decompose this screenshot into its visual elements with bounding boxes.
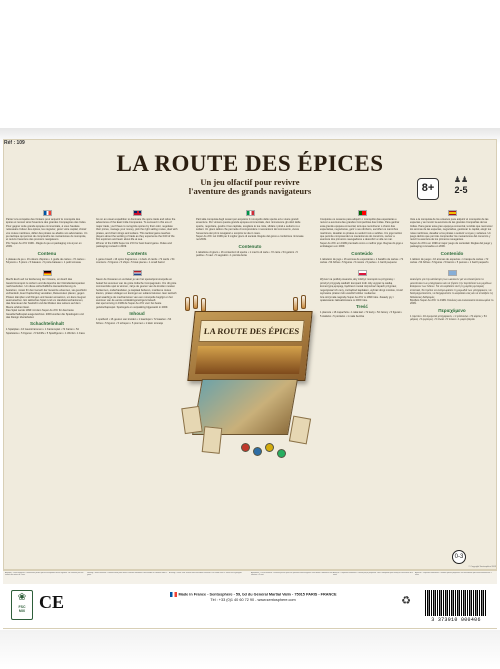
made-in-text: Made in France - Sentosphère - 59, bd du Général Martial Valin - 75015 PARIS - FRANCE (178, 592, 337, 597)
flag-pl-icon (358, 270, 367, 276)
award-note: Βραβείο Super As d'Or το 1999. Κανόνες και συσκευασία ανανεωμένα το 2009. (410, 298, 494, 306)
spice-vial (293, 297, 298, 311)
token-chip (265, 443, 274, 452)
contents-heading: Schachtelinhalt (30, 321, 64, 327)
intro-text: Macht Euch auf zur Eroberung der Ozeane, um Euch das Gewürzmonopol zu sichern und die Epoche der Ostindienkompanien nachzuerleben. Um diese wirtschaftliche Herausforderung zu bestehen, müsst Ihr den Geruch der Gewürze erkennen, sie geschickt verhandeln, Euer Kapital klug verwalten, Reiserouten planen, gegen Piraten kämpfen und Klingen und Gesten einsetzen, um Eure Gegner auszustechen. Ein taktisches Spiel rund um Handelsmechanismen, das Abenteuer der Seefahrt und die Risiken des Lebens auf dem Meere erleben lässt. (6, 278, 87, 309)
intro-text: Wyrusz na podbój oceanów, aby zdobyć monopol na przyprawy i przeżyć przygodę wielkich kompanii Indii. Aby wygrać tę wielką komercyjną epopeję, będziesz musiał rozpoznać zapach przypraw, negocjować ich ceny, zarządzać kapitałem, wybrać drogi morskie, rzucić wyzwanie piratom lub uwodzić królów i sułtanów. (320, 278, 403, 296)
box-scene-image (195, 346, 302, 374)
intro-text: Parti alla conquista degli oceani per acquisire il monopolio delle spezie ed e vivere grandi avventure. Per vincere questa grande epopea commerciale, devi riconoscere gli odori delle spezie, negoziare, gestire il tuo capitale, scegliere le tue rotte, sfidare i pirati e sedurre re e sultani. Un gioco tattico che permette di comprendere i meccanismi del commercio, vivere l'avventura dei primi navigatori e scoprire la vita in mare. (196, 218, 301, 235)
age-badge: 8+ (417, 178, 439, 200)
contents-list: 1 plateau de jeu • 16 odeurs d'épices • 1 guide de cartes • 72 cartes • 54 jetons • 5 pions • 5 bateaux • 5 porte-bateaux • 1 petit tonneau (6, 257, 86, 265)
fsc-sub-label: MIX (18, 609, 26, 613)
contents-heading: Inhoud (129, 311, 145, 317)
award-note: Winner of the 1999 Super As d'Or for best board game. Rules and packaging revised in 2009. (96, 241, 172, 249)
contents-heading: Περιεχόμενο (438, 307, 466, 313)
game-box-image (187, 311, 312, 381)
contents-heading: Contenido (440, 250, 464, 256)
token-chip (241, 443, 250, 452)
copyright-text: © Copyright Sentosphère 2009 (468, 566, 496, 568)
contact-text: Tél : +33 (0)1 40 60 72 90 - www.sentosphere.com (210, 597, 296, 602)
warning-text: Attention ! Petits éléments. Contient des petites pièces susceptibles d'être ingérées. Ne convient pas aux enfants de moins de 3 ans. (5, 572, 84, 577)
award-note: Super As d'Or em 1999 premiado como o melhor jogo. Regras do jogo e embalagem em 2009. (320, 241, 404, 249)
players-icon: ♟♟ (453, 175, 469, 184)
contents-list: 1 Spielplan • 16 Gewürzaromen • 1 Kartenspiel • 72 Karten • 54 Spielsteine • 5 Figuren • 5 Schiffe • 5 Spielfiguren • 1 Würfel • 1 Fass (6, 328, 85, 335)
intro-text: Go on an ocean expedition to dominate the spice trade and relive the adventures of the East India Companies. To succeed in this era of major trade, you'll have to recognize spices by their odor, negotiate their prices, manage your money, pick the right sailing routes, duel with pirates, and charm kings and sultans. This tactical game teaches players about the working of trade as they experience the thrill of the first explorers and learn about life at sea. (96, 218, 178, 242)
warning-text: Achtung ! Kleine Teile. Enthält verschluckbare Kleinteile. Für Kinder unter 3 Jahren nicht geeignet. (169, 572, 243, 574)
warning-strip (3, 570, 497, 584)
award-note: Das Spiel wurde 1999 mit dem Super As d'Or für das beste Gesellschaftsspiel ausgezeichnet. 2009 wurden die Spielregeln und das Design überarbeitet. (6, 309, 84, 319)
text-column-en (96, 210, 178, 550)
card-image (202, 426, 223, 454)
contents-heading: Contents (127, 250, 147, 256)
token-chip (277, 449, 286, 458)
spice-vial (185, 297, 190, 311)
box-lid-title: LA ROUTE DES ÉPICES (198, 320, 304, 342)
text-column-pt (320, 210, 404, 550)
fsc-label: FSC (18, 605, 26, 609)
award-note: Super As d'Or nel 1999 per il miglior gioco di società. Regole del gioco e confezione rinnovate nel 2009. (196, 235, 304, 242)
flag-gr-icon (448, 270, 457, 276)
subtitle-line-1: Un jeu olfactif pour revivre (200, 177, 300, 187)
intro-text: Partez à la conquête des Océans pour acquérir le monopole des épices et revivez ainsi l'aventure des grandes Compagnies des Indes. Pour gagner cette grande épopée commerciale, à vous l'audace nécessaire l'odeur des épices, les négocier, gérer votre capital, choisir vos routes maritimes, défier des pirates ou abattre vos adversaires. Un jeu tactique qui permet de comprendre les mécanismes du monopole, et revivre l'aventure des premiers navigateurs. (6, 218, 88, 242)
fsc-logo (11, 590, 33, 620)
text-column-es (410, 210, 494, 546)
flag-gb-icon (133, 210, 142, 216)
warning-text: Atención ! Pequeños elementos. Contiene piezas pequeñas. No conveniente para niños menores de 3 años. (415, 572, 492, 577)
card-image (289, 416, 311, 445)
award-note: Gra otrzymała nagrodę Super As d'Or w 1999 roku. Zasady gry i opakowanie zaktualizowane w 2009 roku. (320, 295, 394, 302)
card-image (181, 406, 202, 434)
barcode-bars (425, 590, 487, 616)
award-note: Prix Super As d'Or 1999 - Règle du jeu et packaging mis à jour en 2009. (6, 241, 82, 249)
award-note: Super As d'Oro en 1999 al mejor juego de sociedad. Reglas del juego y packaging renovados en 2009. (410, 241, 493, 249)
flag-pt-icon (358, 210, 367, 216)
contents-list: 1 game board • 16 spice fragrances • 1 deck of cards • 72 cards • 54 counters • 5 figures • 5 ships • 5 boat pieces • 1 small barrel (96, 257, 175, 265)
warning-text: Warning ! Small elements. Contains small parts which could be swallowed. Not suitable for children under 3 years. (87, 572, 168, 577)
flag-de-icon (43, 270, 52, 276)
game-components-illustration (181, 257, 319, 472)
spice-vial (201, 298, 206, 312)
intro-text: Conquiste os oceanos para adquirir o monopólio das especiarias e reviver a aventura das grandes Companhias das Índias. Para ganhar esta grande epopeia comercial, terá que reconhecer o cheiro das especiarias, negociá-las, gerir o seu dinheiro, escolher os caminhos marítimos, desafiar os piratas ou seduzir reis e sultões. Um jogo táctico que permite compreender os mecanismos do comércio, reviver a aventura dos primeiros navegadores e descobrir a vida no mar. (320, 218, 403, 242)
flag-fr-icon (43, 210, 52, 216)
warning-text: Atenção ! Pequenos elementos. Contém peças pequenas. Não é adequado para crianças com menos de 3 anos. (333, 572, 414, 577)
contents-heading: Conteúdo (351, 250, 373, 256)
box-bottom-shadow (0, 630, 500, 669)
award-note: Het spel ontving in 1999 de Super As d'Or voor het beste gezelschapsspel. Spelregels en verpakking bijgewerkt in 2009. (96, 302, 169, 309)
footer-bar (3, 584, 497, 629)
contents-list: 1 tabellone di gioco • 16 contenitori di spezie • 1 mazzo di carte • 72 carte • 54 gettoni • 5 pedine • 5 navi • 5 segnalini • 1 piccola botte (196, 250, 298, 258)
intro-text: Ξεκινήστε για την κατάκτηση των ωκεανών για να αποκτήσετε το μονοπώλιο των μπαχαρικών και να ζήσετε την περιπέτεια των μεγάλων Εταιρειών των Ινδιών. Για να κερδίσετε αυτή τη μεγάλη εμπορική εποποιία, θα πρέπει να αναγνωρίσετε τη μυρωδιά των μπαχαρικών, να διαπραγματευτείτε, να διαχειριστείτε το κεφάλαιό σας και να επιλέξετε τις θαλάσσιες διαδρομές. (410, 278, 493, 299)
flag-es-icon (448, 210, 457, 216)
spice-vial (193, 295, 198, 309)
barcode-number: 3 373910 000406 (431, 617, 481, 623)
contents-list: 1 ταμπλό • 16 αρώματα μπαχαρικών • 1 τράπουλα • 72 κάρτες • 54 μάρκες • 5 φιγούρες • 5 πλοία • 5 πιόνια • 1 μικρό βαρέλι (410, 314, 487, 322)
text-column-fr (6, 210, 88, 550)
intro-text: Vete a la conquista de los océanos para adquirir el monopolio de las especias y así revivir la aventura de las grandes Compañías de las Indias. Para ganar esta gran epopeya comercial, tendrás que reconocer los aromas de las especias, negociarlas, gestionar tu capital, elegir tus rutas marítimas, desafiar a los piratas o seducir a reyes y sultanes. Un juego táctico que permite comprender los mecanismos del comercio y revivir la aventura de los primeros navegantes. (410, 218, 493, 242)
flag-fr-icon (170, 592, 177, 597)
reference-number: Réf : 109 (4, 140, 25, 146)
tree-icon: ❀ (17, 592, 27, 603)
flag-nl-icon (133, 270, 142, 276)
flag-it-icon (246, 210, 255, 216)
barcode (421, 588, 491, 624)
warning-text: Attenzione ! Piccoli elementi. Contiene piccole parti che possono essere ingerite. Non adatto a bambini di età inferiore a 3 anni. (251, 572, 333, 577)
spice-vial (301, 295, 306, 309)
recycle-icon: ♻ (401, 595, 411, 607)
contents-heading: Treść (355, 304, 368, 310)
contents-heading: Contenuto (238, 243, 262, 249)
contents-list: 1 plansza • 16 zapachów • 1 talia kart • 72 karty • 54 żetony • 5 figurek • 5 statków • 5 pionków • 1 mała beczka (320, 311, 403, 318)
intro-text: Neem de Oceanen en verzeker je van het specerijenmonopolie en beleef het avontuur van de grote Indische Compagnieën. Om dit grote commerciële spel te winnen, zal je de geuren van de kruiden moeten herkennen, onderhandelen, je kapitaal beheren, maritieme routes kiezen, piraten uitdagen en koningen en sultans bekoren. Een tactisch spel waarbij je de mechanismen van een monopolie begrijpt en het avontuur van de eerste ontdekkingsreizigers beleeft. (96, 278, 177, 302)
ce-mark: CE (39, 592, 65, 612)
player-count-value: 2-5 (454, 185, 468, 195)
subtitle-line-2: l'aventure des grands navigateurs (188, 186, 312, 196)
choking-hazard-icon: 0-3 (452, 550, 466, 564)
contents-list: 1 tablero de juego • 16 aromas de especias • 1 baraja de cartas • 72 cartas • 54 fichas • 5 figuras • 5 barcos • 5 peones • 1 barril pequeño (410, 257, 489, 265)
game-title: LA ROUTE DES ÉPICES (116, 151, 384, 176)
game-subtitle (150, 178, 350, 196)
contents-heading: Contenu (37, 250, 57, 256)
contents-list: 1 spelbord • 16 geuren van kruiden • 1 kaartspel • 72 kaarten • 54 fiches • 5 figuren • 5 schepen • 5 pionnen • 1 klein tonnetje (96, 318, 172, 325)
contents-list: 1 tabuleiro de jogo • 16 aromas de especiarias • 1 baralho de cartas • 72 cartas • 54 fichas • 5 figuras • 5 navios • 5 peões • 1 barril pequeno (320, 257, 404, 265)
manufacturer-info (123, 592, 383, 603)
player-count-badge (448, 176, 474, 202)
token-chip (253, 447, 262, 456)
